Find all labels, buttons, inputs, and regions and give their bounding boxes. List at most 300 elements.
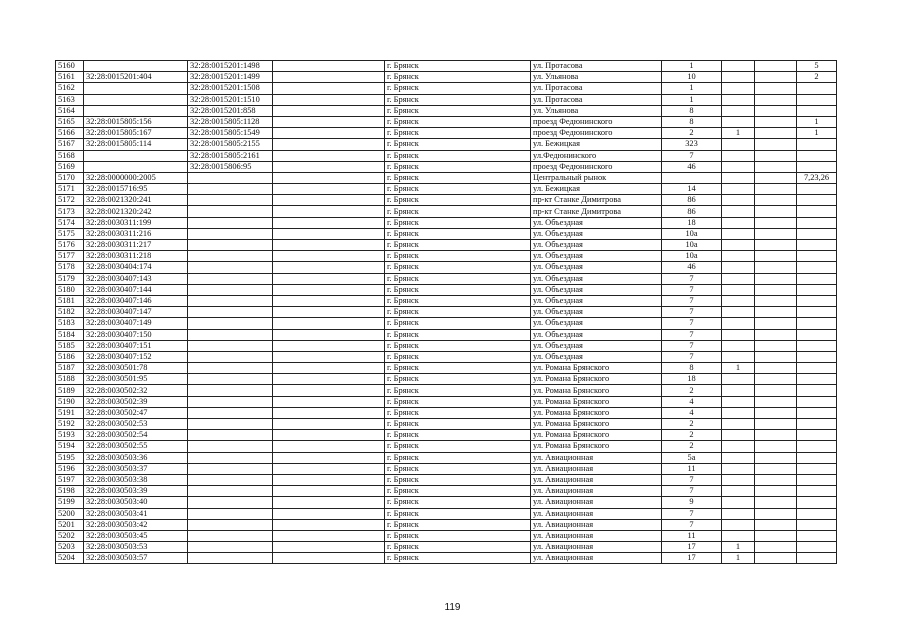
cadastral-number-building-cell — [188, 441, 273, 452]
flag-a-cell — [722, 452, 755, 463]
house-number-cell: 7 — [662, 318, 722, 329]
flag-c-cell — [797, 363, 837, 374]
house-number-cell: 1 — [662, 83, 722, 94]
flag-a-cell — [722, 94, 755, 105]
cadastral-number-parcel-cell: 32:28:0030407:150 — [84, 329, 188, 340]
row-number-cell: 5174 — [56, 217, 84, 228]
table-row — [56, 374, 837, 385]
table-row — [56, 172, 837, 183]
flag-b-cell — [755, 396, 797, 407]
cadastral-number-building-cell — [188, 508, 273, 519]
flag-a-cell — [722, 396, 755, 407]
table-row — [56, 363, 837, 374]
flag-c-cell — [797, 83, 837, 94]
flag-b-cell — [755, 497, 797, 508]
empty-column-cell — [273, 430, 385, 441]
table-row — [56, 553, 837, 564]
flag-a-cell — [722, 251, 755, 262]
row-number-cell: 5165 — [56, 116, 84, 127]
city-cell: г. Брянск — [385, 61, 531, 72]
house-number-cell: 7 — [662, 150, 722, 161]
flag-c-cell — [797, 329, 837, 340]
table-row — [56, 407, 837, 418]
cadastral-number-building-cell — [188, 407, 273, 418]
cadastral-number-building-cell — [188, 530, 273, 541]
street-cell: ул. Ульянова — [531, 72, 662, 83]
flag-b-cell — [755, 228, 797, 239]
cadastral-number-building-cell — [188, 195, 273, 206]
table-row — [56, 94, 837, 105]
street-cell: ул. Протасова — [531, 83, 662, 94]
table-row — [56, 217, 837, 228]
table-row — [56, 318, 837, 329]
cadastral-number-parcel-cell: 32:28:0015805:156 — [84, 116, 188, 127]
street-cell: ул. Объездная — [531, 284, 662, 295]
flag-b-cell — [755, 251, 797, 262]
street-cell: ул. Авиационная — [531, 497, 662, 508]
cadastral-number-parcel-cell: 32:28:0015805:114 — [84, 139, 188, 150]
empty-column-cell — [273, 307, 385, 318]
empty-column-cell — [273, 251, 385, 262]
table-row — [56, 273, 837, 284]
flag-b-cell — [755, 385, 797, 396]
cadastral-number-building-cell — [188, 474, 273, 485]
cadastral-number-parcel-cell: 32:28:0030503:41 — [84, 508, 188, 519]
table-row — [56, 307, 837, 318]
flag-a-cell — [722, 83, 755, 94]
row-number-cell: 5183 — [56, 318, 84, 329]
street-cell: ул. Авиационная — [531, 463, 662, 474]
cadastral-number-parcel-cell: 32:28:0015201:404 — [84, 72, 188, 83]
row-number-cell: 5188 — [56, 374, 84, 385]
flag-b-cell — [755, 407, 797, 418]
house-number-cell: 8 — [662, 363, 722, 374]
street-cell: ул. Объездная — [531, 351, 662, 362]
cadastral-number-building-cell: 32:28:0015201:1499 — [188, 72, 273, 83]
flag-c-cell — [797, 351, 837, 362]
flag-b-cell — [755, 542, 797, 553]
city-cell: г. Брянск — [385, 284, 531, 295]
row-number-cell: 5198 — [56, 486, 84, 497]
empty-column-cell — [273, 184, 385, 195]
empty-column-cell — [273, 195, 385, 206]
flag-b-cell — [755, 307, 797, 318]
table-row — [56, 105, 837, 116]
flag-a-cell — [722, 407, 755, 418]
row-number-cell: 5186 — [56, 351, 84, 362]
city-cell: г. Брянск — [385, 83, 531, 94]
flag-a-cell — [722, 497, 755, 508]
table-row — [56, 161, 837, 172]
city-cell: г. Брянск — [385, 508, 531, 519]
street-cell: ул. Романа Брянского — [531, 407, 662, 418]
table-row — [56, 530, 837, 541]
row-number-cell: 5168 — [56, 150, 84, 161]
city-cell: г. Брянск — [385, 497, 531, 508]
cadastral-number-parcel-cell: 32:28:0030501:95 — [84, 374, 188, 385]
flag-b-cell — [755, 195, 797, 206]
street-cell: ул. Авиационная — [531, 519, 662, 530]
city-cell: г. Брянск — [385, 329, 531, 340]
city-cell: г. Брянск — [385, 553, 531, 564]
flag-b-cell — [755, 284, 797, 295]
city-cell: г. Брянск — [385, 374, 531, 385]
flag-b-cell — [755, 452, 797, 463]
row-number-cell: 5190 — [56, 396, 84, 407]
row-number-cell: 5169 — [56, 161, 84, 172]
flag-b-cell — [755, 94, 797, 105]
row-number-cell: 5196 — [56, 463, 84, 474]
city-cell: г. Брянск — [385, 262, 531, 273]
flag-c-cell: 5 — [797, 61, 837, 72]
house-number-cell: 14 — [662, 184, 722, 195]
row-number-cell: 5194 — [56, 441, 84, 452]
street-cell: ул. Романа Брянского — [531, 441, 662, 452]
flag-c-cell — [797, 441, 837, 452]
table-row — [56, 474, 837, 485]
cadastral-number-parcel-cell — [84, 161, 188, 172]
flag-a-cell — [722, 72, 755, 83]
city-cell: г. Брянск — [385, 128, 531, 139]
table-row — [56, 262, 837, 273]
empty-column-cell — [273, 329, 385, 340]
flag-c-cell — [797, 463, 837, 474]
flag-c-cell — [797, 385, 837, 396]
flag-a-cell — [722, 463, 755, 474]
register-table — [55, 60, 837, 564]
empty-column-cell — [273, 172, 385, 183]
house-number-cell: 4 — [662, 396, 722, 407]
table-row — [56, 419, 837, 430]
empty-column-cell — [273, 273, 385, 284]
empty-column-cell — [273, 542, 385, 553]
house-number-cell: 1 — [662, 61, 722, 72]
flag-c-cell — [797, 340, 837, 351]
row-number-cell: 5172 — [56, 195, 84, 206]
house-number-cell: 2 — [662, 128, 722, 139]
flag-c-cell: 1 — [797, 128, 837, 139]
cadastral-number-parcel-cell: 32:28:0030407:147 — [84, 307, 188, 318]
cadastral-number-parcel-cell: 32:28:0015805:167 — [84, 128, 188, 139]
empty-column-cell — [273, 407, 385, 418]
flag-b-cell — [755, 318, 797, 329]
cadastral-number-building-cell — [188, 419, 273, 430]
flag-c-cell — [797, 396, 837, 407]
cadastral-number-building-cell — [188, 452, 273, 463]
city-cell: г. Брянск — [385, 452, 531, 463]
flag-a-cell — [722, 195, 755, 206]
flag-a-cell — [722, 374, 755, 385]
flag-a-cell — [722, 240, 755, 251]
street-cell: ул. Объездная — [531, 340, 662, 351]
flag-a-cell — [722, 228, 755, 239]
flag-c-cell — [797, 195, 837, 206]
house-number-cell: 7 — [662, 295, 722, 306]
flag-a-cell — [722, 530, 755, 541]
cadastral-number-building-cell — [188, 240, 273, 251]
street-cell: ул. Романа Брянского — [531, 396, 662, 407]
flag-c-cell — [797, 295, 837, 306]
row-number-cell: 5173 — [56, 206, 84, 217]
flag-c-cell — [797, 262, 837, 273]
house-number-cell: 2 — [662, 441, 722, 452]
cadastral-number-building-cell: 32:28:0015806:95 — [188, 161, 273, 172]
cadastral-number-parcel-cell: 32:28:0030502:47 — [84, 407, 188, 418]
row-number-cell: 5160 — [56, 61, 84, 72]
empty-column-cell — [273, 217, 385, 228]
row-number-cell: 5195 — [56, 452, 84, 463]
flag-b-cell — [755, 530, 797, 541]
flag-a-cell — [722, 519, 755, 530]
cadastral-number-building-cell — [188, 374, 273, 385]
table-row — [56, 150, 837, 161]
flag-b-cell — [755, 474, 797, 485]
empty-column-cell — [273, 508, 385, 519]
house-number-cell: 11 — [662, 530, 722, 541]
street-cell: ул. Объездная — [531, 240, 662, 251]
empty-column-cell — [273, 553, 385, 564]
cadastral-number-parcel-cell: 32:28:0030503:40 — [84, 497, 188, 508]
house-number-cell: 10а — [662, 228, 722, 239]
house-number-cell: 10 — [662, 72, 722, 83]
cadastral-number-parcel-cell — [84, 83, 188, 94]
empty-column-cell — [273, 519, 385, 530]
flag-b-cell — [755, 363, 797, 374]
empty-column-cell — [273, 318, 385, 329]
cadastral-number-building-cell — [188, 251, 273, 262]
cadastral-number-parcel-cell: 32:28:0030407:151 — [84, 340, 188, 351]
cadastral-number-parcel-cell: 32:28:0030502:39 — [84, 396, 188, 407]
flag-a-cell — [722, 273, 755, 284]
city-cell: г. Брянск — [385, 105, 531, 116]
cadastral-number-building-cell — [188, 385, 273, 396]
table-row — [56, 251, 837, 262]
cadastral-number-building-cell — [188, 340, 273, 351]
flag-a-cell — [722, 307, 755, 318]
cadastral-number-parcel-cell: 32:28:0021320:241 — [84, 195, 188, 206]
street-cell: ул. Объездная — [531, 228, 662, 239]
flag-a-cell — [722, 474, 755, 485]
flag-b-cell — [755, 240, 797, 251]
house-number-cell: 46 — [662, 262, 722, 273]
flag-b-cell — [755, 206, 797, 217]
cadastral-number-parcel-cell: 32:28:0030503:36 — [84, 452, 188, 463]
street-cell: ул. Объездная — [531, 329, 662, 340]
house-number-cell: 18 — [662, 217, 722, 228]
table-row — [56, 486, 837, 497]
city-cell: г. Брянск — [385, 385, 531, 396]
city-cell: г. Брянск — [385, 217, 531, 228]
table-row — [56, 351, 837, 362]
row-number-cell: 5182 — [56, 307, 84, 318]
flag-b-cell — [755, 150, 797, 161]
empty-column-cell — [273, 150, 385, 161]
row-number-cell: 5204 — [56, 553, 84, 564]
cadastral-number-building-cell — [188, 318, 273, 329]
cadastral-number-building-cell — [188, 295, 273, 306]
cadastral-number-building-cell: 32:28:0015201:1508 — [188, 83, 273, 94]
cadastral-number-building-cell — [188, 184, 273, 195]
flag-c-cell — [797, 530, 837, 541]
empty-column-cell — [273, 474, 385, 485]
flag-a-cell — [722, 486, 755, 497]
street-cell: ул. Объездная — [531, 295, 662, 306]
empty-column-cell — [273, 228, 385, 239]
row-number-cell: 5177 — [56, 251, 84, 262]
table-row — [56, 83, 837, 94]
house-number-cell: 7 — [662, 273, 722, 284]
empty-column-cell — [273, 284, 385, 295]
city-cell: г. Брянск — [385, 519, 531, 530]
flag-c-cell — [797, 419, 837, 430]
flag-a-cell — [722, 385, 755, 396]
empty-column-cell — [273, 139, 385, 150]
empty-column-cell — [273, 452, 385, 463]
city-cell: г. Брянск — [385, 273, 531, 284]
street-cell: ул. Объездная — [531, 217, 662, 228]
flag-b-cell — [755, 351, 797, 362]
cadastral-number-building-cell: 32:28:0015805:2155 — [188, 139, 273, 150]
flag-c-cell — [797, 94, 837, 105]
city-cell: г. Брянск — [385, 542, 531, 553]
cadastral-number-parcel-cell: 32:28:0030407:144 — [84, 284, 188, 295]
table-row — [56, 240, 837, 251]
street-cell: ул. Авиационная — [531, 452, 662, 463]
page-number: 119 — [444, 602, 461, 613]
flag-b-cell — [755, 139, 797, 150]
house-number-cell: 2 — [662, 430, 722, 441]
row-number-cell: 5161 — [56, 72, 84, 83]
empty-column-cell — [273, 419, 385, 430]
city-cell: г. Брянск — [385, 351, 531, 362]
empty-column-cell — [273, 206, 385, 217]
table-row — [56, 497, 837, 508]
street-cell: ул. Романа Брянского — [531, 385, 662, 396]
cadastral-number-parcel-cell — [84, 150, 188, 161]
flag-c-cell — [797, 519, 837, 530]
table-row — [56, 508, 837, 519]
street-cell: ул. Бежицкая — [531, 139, 662, 150]
flag-a-cell — [722, 351, 755, 362]
street-cell: пр-кт Станке Димитрова — [531, 206, 662, 217]
house-number-cell: 1 — [662, 94, 722, 105]
flag-b-cell — [755, 217, 797, 228]
flag-b-cell — [755, 329, 797, 340]
cadastral-number-parcel-cell — [84, 94, 188, 105]
table-row — [56, 452, 837, 463]
city-cell: г. Брянск — [385, 139, 531, 150]
row-number-cell: 5166 — [56, 128, 84, 139]
flag-c-cell — [797, 105, 837, 116]
table-row — [56, 340, 837, 351]
cadastral-number-parcel-cell: 32:28:0030503:39 — [84, 486, 188, 497]
cadastral-number-parcel-cell — [84, 61, 188, 72]
city-cell: г. Брянск — [385, 407, 531, 418]
cadastral-number-parcel-cell: 32:28:0030503:45 — [84, 530, 188, 541]
flag-b-cell — [755, 83, 797, 94]
table-row — [56, 519, 837, 530]
house-number-cell: 7 — [662, 474, 722, 485]
empty-column-cell — [273, 262, 385, 273]
empty-column-cell — [273, 441, 385, 452]
cadastral-number-building-cell — [188, 206, 273, 217]
city-cell: г. Брянск — [385, 340, 531, 351]
flag-a-cell — [722, 184, 755, 195]
street-cell: ул. Объездная — [531, 318, 662, 329]
table-row — [56, 430, 837, 441]
table-row — [56, 184, 837, 195]
house-number-cell: 2 — [662, 385, 722, 396]
row-number-cell: 5191 — [56, 407, 84, 418]
empty-column-cell — [273, 351, 385, 362]
row-number-cell: 5200 — [56, 508, 84, 519]
row-number-cell: 5164 — [56, 105, 84, 116]
city-cell: г. Брянск — [385, 228, 531, 239]
house-number-cell: 7 — [662, 340, 722, 351]
empty-column-cell — [273, 128, 385, 139]
register-table-body — [56, 61, 837, 564]
house-number-cell: 10а — [662, 240, 722, 251]
cadastral-number-building-cell — [188, 172, 273, 183]
row-number-cell: 5193 — [56, 430, 84, 441]
flag-a-cell — [722, 61, 755, 72]
city-cell: г. Брянск — [385, 94, 531, 105]
city-cell: г. Брянск — [385, 161, 531, 172]
cadastral-number-building-cell: 32:28:0015805:1128 — [188, 116, 273, 127]
empty-column-cell — [273, 94, 385, 105]
cadastral-number-building-cell — [188, 329, 273, 340]
row-number-cell: 5202 — [56, 530, 84, 541]
cadastral-number-parcel-cell: 32:28:0030503:53 — [84, 542, 188, 553]
street-cell: ул. Романа Брянского — [531, 374, 662, 385]
flag-a-cell — [722, 508, 755, 519]
house-number-cell: 46 — [662, 161, 722, 172]
cadastral-number-building-cell — [188, 463, 273, 474]
flag-c-cell — [797, 251, 837, 262]
row-number-cell: 5199 — [56, 497, 84, 508]
flag-c-cell: 1 — [797, 116, 837, 127]
cadastral-number-parcel-cell: 32:28:0030502:54 — [84, 430, 188, 441]
flag-c-cell — [797, 486, 837, 497]
flag-b-cell — [755, 262, 797, 273]
street-cell: ул.Федюнинского — [531, 150, 662, 161]
flag-c-cell — [797, 374, 837, 385]
flag-c-cell: 2 — [797, 72, 837, 83]
city-cell: г. Брянск — [385, 463, 531, 474]
flag-c-cell — [797, 184, 837, 195]
city-cell: г. Брянск — [385, 486, 531, 497]
table-row — [56, 61, 837, 72]
cadastral-number-building-cell — [188, 542, 273, 553]
flag-c-cell — [797, 542, 837, 553]
city-cell: г. Брянск — [385, 72, 531, 83]
house-number-cell: 7 — [662, 307, 722, 318]
street-cell: ул. Объездная — [531, 273, 662, 284]
empty-column-cell — [273, 530, 385, 541]
city-cell: г. Брянск — [385, 419, 531, 430]
row-number-cell: 5203 — [56, 542, 84, 553]
flag-c-cell — [797, 150, 837, 161]
flag-a-cell — [722, 284, 755, 295]
cadastral-number-parcel-cell: 32:28:0030311:199 — [84, 217, 188, 228]
flag-c-cell — [797, 553, 837, 564]
flag-b-cell — [755, 116, 797, 127]
flag-b-cell — [755, 128, 797, 139]
flag-a-cell — [722, 340, 755, 351]
city-cell: г. Брянск — [385, 251, 531, 262]
flag-b-cell — [755, 419, 797, 430]
table-row — [56, 441, 837, 452]
